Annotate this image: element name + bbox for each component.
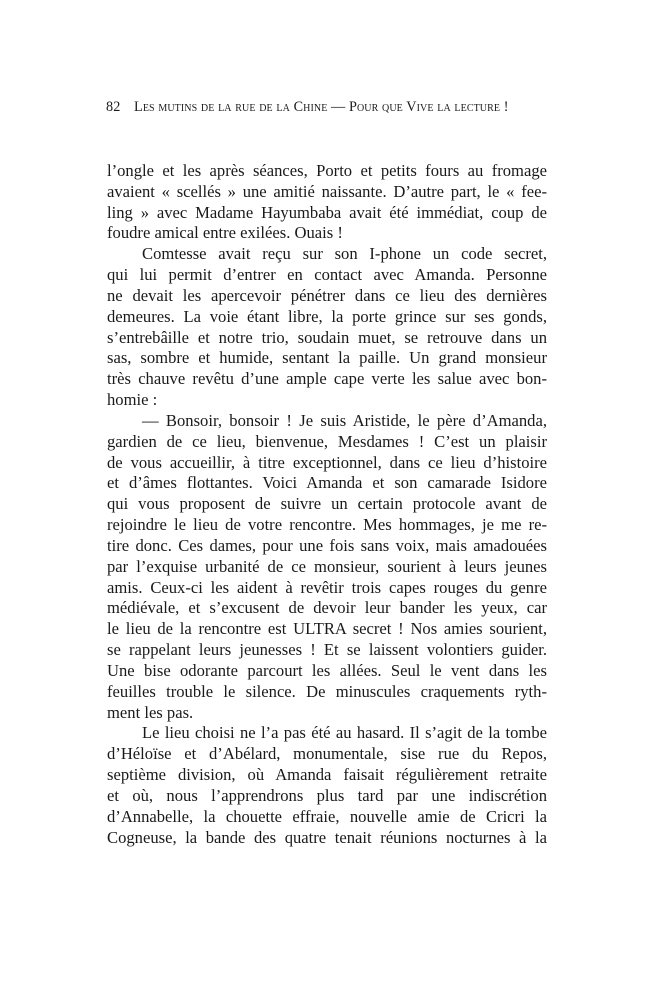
text-line: avaient « scellés » une amitié naissante. D’autre part, le « fee-: [107, 181, 547, 201]
text-line: le lieu de la rencontre est ULTRA secret ! Nos amies sourient,: [107, 619, 547, 639]
text-line: septième division, où Amanda faisait régulièrement retraite: [107, 765, 547, 785]
text-line: Comtesse avait reçu sur son I-phone un code secret,: [142, 244, 547, 264]
text-line: sas, sombre et humide, sentant la paille. Un grand monsieur: [107, 348, 547, 368]
text-line: et où, nous l’apprendrons plus tard par une indiscrétion: [107, 785, 547, 805]
text-line: qui vous proposent de suivre un certain protocole avant de: [107, 494, 547, 514]
text-line: Cogneuse, la bande des quatre tenait réunions nocturnes à la: [107, 827, 547, 847]
running-title: Les mutins de la rue de la Chine — Pour que Vive la lecture !: [134, 99, 509, 115]
text-line: par l’exquise urbanité de ce monsieur, sourient à leurs jeunes: [107, 556, 547, 576]
text-line: Le lieu choisi ne l’a pas été au hasard. Il s’agit de la tombe: [142, 723, 547, 743]
text-line: demeures. La voie étant libre, la porte grince sur ses gonds,: [107, 306, 547, 326]
text-line: tire donc. Ces dames, pour une fois sans voix, mais amadouées: [107, 535, 547, 555]
text-line: ment les pas.: [107, 702, 194, 722]
text-line: ne devait les apercevoir pénétrer dans ce lieu des dernières: [107, 285, 547, 305]
text-line: d’Annabelle, la chouette effraie, nouvelle amie de Cricri la: [107, 806, 547, 826]
text-line: très chauve revêtu d’une ample cape verte les salue avec bon-: [107, 369, 547, 389]
text-line: homie :: [107, 390, 158, 410]
text-line: rejoindre le lieu de votre rencontre. Mes hommages, je me re-: [107, 515, 547, 535]
text-line: foudre amical entre exilées. Ouais !: [107, 223, 343, 243]
text-line: ling » avec Madame Hayumbaba avait été immédiat, coup de: [107, 202, 547, 222]
text-line: feuilles trouble le silence. De minuscules craquements ryth-: [107, 681, 547, 701]
text-line: Une bise odorante parcourt les allées. Seul le vent dans les: [107, 660, 547, 680]
text-line: médiévale, et s’excusent de devoir leur bander les yeux, car: [107, 598, 547, 618]
text-line: — Bonsoir, bonsoir ! Je suis Aristide, le père d’Amanda,: [142, 410, 547, 430]
text-line: s’entrebâille et notre trio, soudain muet, se retrouve dans un: [107, 327, 547, 347]
text-line: de vous accueillir, à titre exceptionnel, dans ce lieu d’histoire: [107, 452, 547, 472]
text-line: se rappelant leurs jeunesses ! Et se laissent volontiers guider.: [107, 640, 547, 660]
text-line: qui lui permit d’entrer en contact avec Amanda. Personne: [107, 265, 547, 285]
text-line: gardien de ce lieu, bienvenue, Mesdames ! C’est un plaisir: [107, 431, 547, 451]
text-line: d’Héloïse et d’Abélard, monumentale, sise rue du Repos,: [107, 744, 547, 764]
text-line: l’ongle et les après séances, Porto et petits fours au fromage: [107, 161, 547, 180]
page-number: 82: [106, 99, 121, 115]
text-line: et d’âmes flottantes. Voici Amanda et son camarade Isidore: [107, 473, 547, 493]
text-line: amis. Ceux-ci les aident à revêtir trois capes rouges du genre: [107, 577, 547, 597]
running-head: [106, 98, 546, 116]
body-text: [107, 161, 547, 848]
